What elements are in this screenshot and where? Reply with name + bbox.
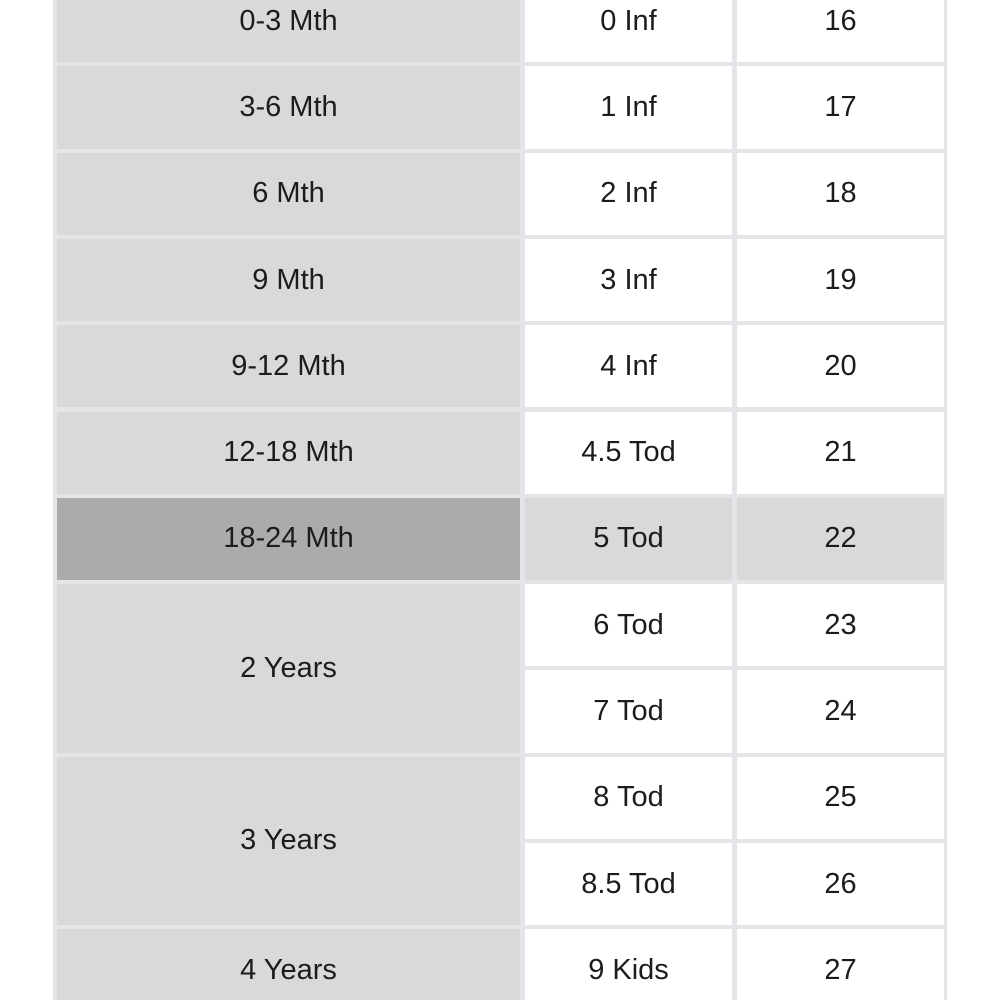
eu-size-cell: 22 [737,498,944,580]
size-cell: 9 Kids [525,929,732,1000]
eu-size-cell: 16 [737,0,944,62]
eu-size-cell: 21 [737,412,944,494]
age-cell: 9-12 Mth [57,325,520,407]
size-cell: 5 Tod [525,498,732,580]
age-cell: 18-24 Mth [57,498,520,580]
size-cell: 3 Inf [525,239,732,321]
size-cell: 4.5 Tod [525,412,732,494]
eu-size-cell: 20 [737,325,944,407]
size-cell: 8 Tod [525,757,732,839]
age-cell: 0-3 Mth [57,0,520,62]
size-cell: 2 Inf [525,153,732,235]
age-cell: 2 Years [57,584,520,753]
age-cell: 9 Mth [57,239,520,321]
size-cell: 8.5 Tod [525,843,732,925]
eu-size-cell: 23 [737,584,944,666]
eu-size-cell: 19 [737,239,944,321]
eu-size-cell: 17 [737,66,944,148]
size-cell: 1 Inf [525,66,732,148]
size-cell: 7 Tod [525,670,732,752]
size-cell: 4 Inf [525,325,732,407]
eu-size-cell: 27 [737,929,944,1000]
eu-size-cell: 18 [737,153,944,235]
age-cell: 6 Mth [57,153,520,235]
eu-size-cell: 25 [737,757,944,839]
age-cell: 3 Years [57,757,520,926]
size-cell: 6 Tod [525,584,732,666]
age-cell: 3-6 Mth [57,66,520,148]
age-cell: 4 Years [57,929,520,1000]
eu-size-cell: 26 [737,843,944,925]
eu-size-cell: 24 [737,670,944,752]
size-cell: 0 Inf [525,0,732,62]
size-chart-table [53,0,947,1000]
age-cell: 12-18 Mth [57,412,520,494]
